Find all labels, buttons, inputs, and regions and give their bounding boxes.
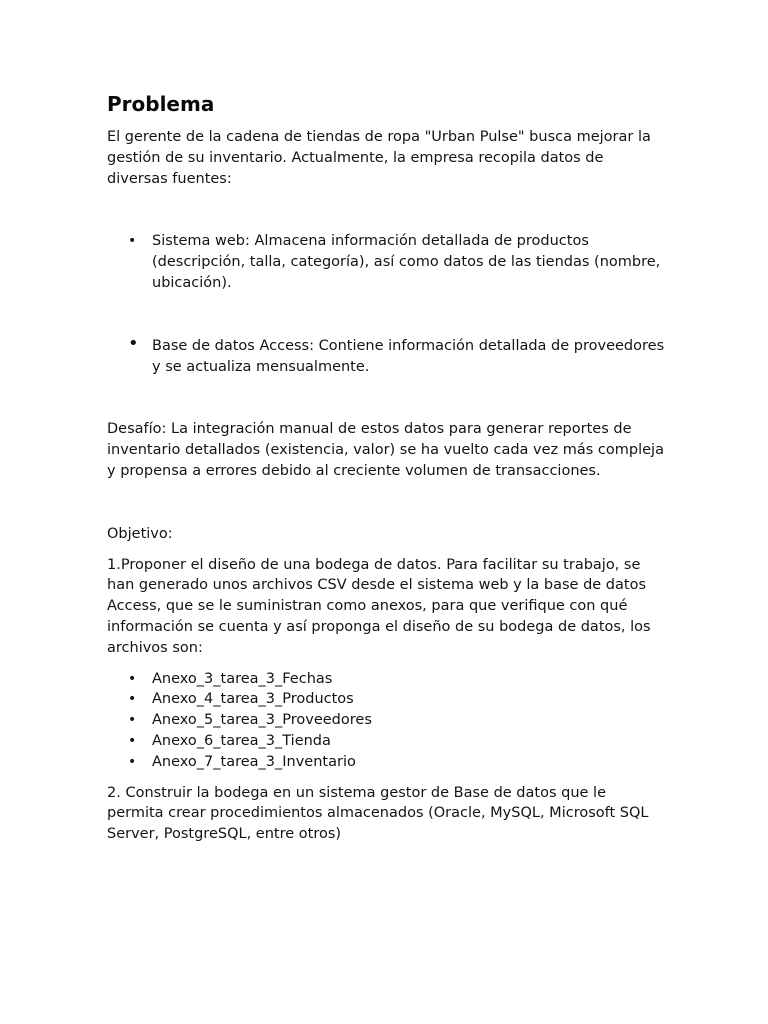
list-item <box>107 669 667 690</box>
bullet-icon: • <box>128 753 137 770</box>
objective-label: Objetivo: <box>107 525 173 542</box>
source-access-text: Base de datos Access: Contiene información detallada de proveedores y se actualiza mensualmente. <box>152 337 665 375</box>
document-title: Problema <box>107 92 215 116</box>
files-list <box>107 669 667 773</box>
bullet-icon: • <box>128 332 139 354</box>
bullet-icon: • <box>128 670 137 687</box>
list-item <box>107 332 667 378</box>
sources-list-access <box>107 332 667 378</box>
bullet-icon: • <box>128 712 137 729</box>
bullet-icon: • <box>128 233 137 250</box>
bullet-icon: • <box>128 732 137 749</box>
bullet-icon: • <box>128 691 137 708</box>
challenge-paragraph: Desafío: La integración manual de estos datos para generar reportes de inventario detallados (existencia, valor) se ha vuelto cada vez más compleja y propensa a errores debido al creciente volumen de transacciones. <box>107 421 664 479</box>
list-item <box>107 752 667 773</box>
document-page <box>107 90 667 845</box>
sources-list-web <box>107 231 667 293</box>
file-name: Anexo_5_tarea_3_Proveedores <box>152 712 372 729</box>
list-item <box>107 731 667 752</box>
source-web-text: Sistema web: Almacena información detallada de productos (descripción, talla, categoría), así como datos de las tiendas (nombre, ubicación). <box>152 233 661 291</box>
list-item <box>107 689 667 710</box>
file-name: Anexo_6_tarea_3_Tienda <box>152 732 331 749</box>
file-name: Anexo_7_tarea_3_Inventario <box>152 753 356 770</box>
list-item <box>107 710 667 731</box>
intro-paragraph: El gerente de la cadena de tiendas de ropa "Urban Pulse" busca mejorar la gestión de su inventario. Actualmente, la empresa recopila datos de diversas fuentes: <box>107 129 651 187</box>
objective-2-paragraph: 2. Construir la bodega en un sistema gestor de Base de datos que le permita crear procedimientos almacenados (Oracle, MySQL, Microsoft SQL Server, PostgreSQL, entre otros) <box>107 784 649 843</box>
file-name: Anexo_4_tarea_3_Productos <box>152 691 354 708</box>
file-name: Anexo_3_tarea_3_Fechas <box>152 670 333 687</box>
list-item <box>107 231 667 293</box>
objective-1-paragraph: 1.Proponer el diseño de una bodega de datos. Para facilitar su trabajo, se han generado unos archivos CSV desde el sistema web y la base de datos Access, que se le suministran como anexos, para que verifique con qué información se cuenta y así proponga el diseño de su bodega de datos, los archivos son: <box>107 556 651 656</box>
